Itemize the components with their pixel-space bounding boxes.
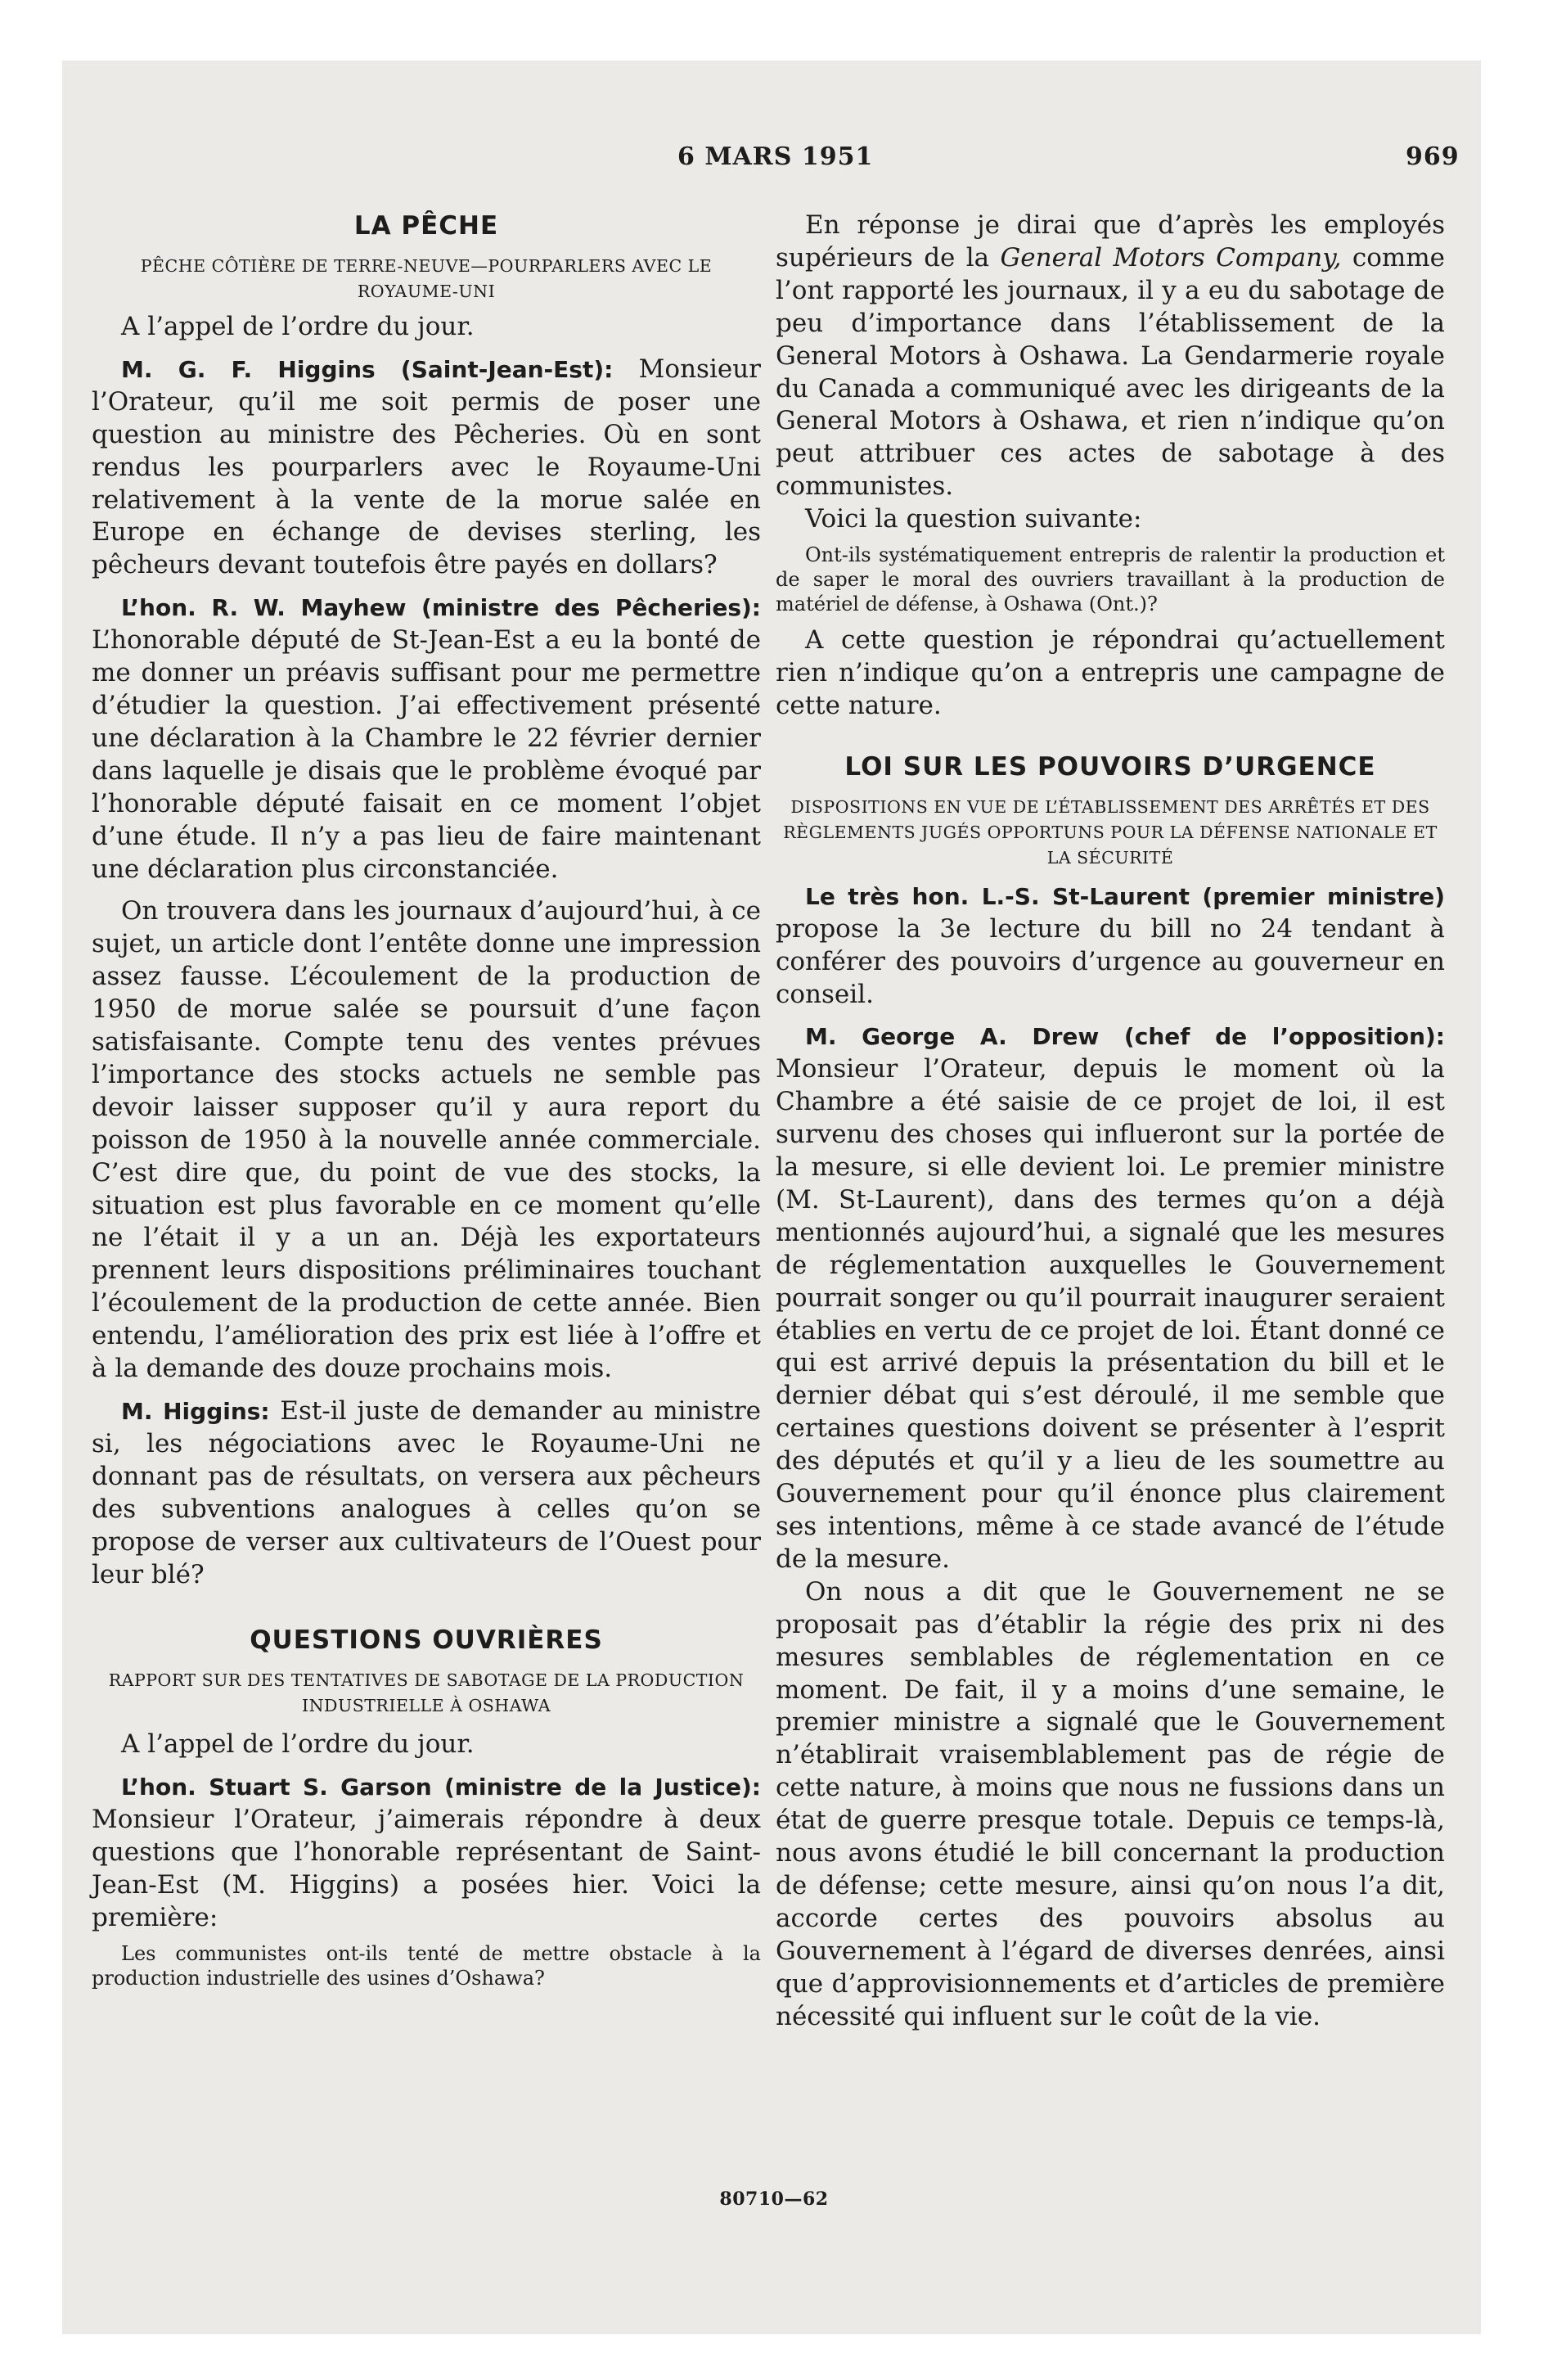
speaker-st-laurent: Le très hon. L.-S. St-Laurent (premier ministre): [805, 882, 1445, 910]
section-title-peche: LA PÊCHE: [353, 211, 499, 241]
speech-drew-continued: On nous a dit que le Gouvernement ne se proposait pas d’établir la régie des prix ni des mesures semblables de réglementation en ce moment. De fait, il y a moins d’une semaine, le premier ministre a signalé que le Gouvernement n’établirait vraisemblablement pas de régie de cette nature, à moins que nous ne fussions dans un état de guerre presque totale. Depuis ce temps-là, nous avons étudié le bill concernant la production de défense; cette mesure, ainsi qu’on nous l’a dit, accorde certes des pouvoirs absolus au Gouvernement à l’égard de diverses denrées, ainsi que d’approvisionnements et d’articles de première nécessité qui influent sur le coût de la vie.: [776, 1576, 1445, 2031]
speaker-garson: L’hon. Stuart S. Garson (ministre de la Justice):: [121, 1774, 761, 1801]
order-of-day: A l’appel de l’ordre du jour.: [121, 1729, 475, 1760]
print-code: 80710—62: [719, 2188, 829, 2210]
speaker-mayhew: L’hon. R. W. Mayhew (ministre des Pêcheries):: [121, 594, 761, 622]
page-date: 6 MARS 1951: [677, 142, 874, 171]
right-column: [776, 210, 1445, 2034]
speech-text: Monsieur l’Orateur, depuis le moment où la Chambre a été saisie de ce projet de loi, il est survenu des choses qui influeront sur la portée de la mesure, si elle devient loi. Le premier ministre (M. St-Laurent), dans des termes qu’on a déjà mentionnés aujourd’hui, a signalé que les mesures de réglementation auxquelles le Gouvernement pourrait songer ou qu’il pourrait inaugurer seraient établies en vertu de ce projet de loi. Étant donné ce qui est arrivé depuis la présentation du bill et le dernier débat qui s’est déroulé, il me semble que certaines questions doivent se présenter à l’esprit des députés et qu’il y a lieu de les soumettre au Gouvernement pour qu’il énonce plus clairement ses intentions, même à ce stade avancé de l’étude de la mesure.: [776, 1054, 1445, 1574]
speech-text: Est-il juste de demander au ministre si, les négociations avec le Royaume-Uni ne donnant pas de résultats, on versera aux pêcheurs des subventions analogues à celles qu’on se propose de verser aux cultivateurs de l’Ouest pour leur blé?: [92, 1396, 761, 1589]
speech-garson: [92, 1771, 761, 1935]
speech-st-laurent: [776, 881, 1445, 1012]
quoted-question-1: Les communistes ont-ils tenté de mettre obstacle à la production industrielle des usines d’Oshawa?: [92, 1941, 761, 1990]
speech-drew: [776, 1021, 1445, 1575]
order-of-day: A l’appel de l’ordre du jour.: [121, 312, 475, 341]
speech-mayhew-continued: On trouvera dans les journaux d’aujourd’hui, à ce sujet, un article dont l’entête donne une impression assez fausse. L’écoulement de la production de 1950 de morue salée se poursuit d’une façon satisfaisante. Compte tenu des ventes prévues l’importance des stocks actuels ne semble pas devoir laisser supposer qu’il y aura report du poisson de 1950 à la nouvelle année commerciale. C’est dire que, du point de vue des stocks, la situation est plus favorable en ce moment qu’elle ne l’était il y a un an. Déjà les exportateurs prennent leurs dispositions préliminaires touchant l’écoulement de la production de cette année. Bien entendu, l’amélioration des prix est liée à l’offre et à la demande des douze prochains mois.: [92, 896, 761, 1384]
speaker-higgins: M. G. F. Higgins (Saint-Jean-Est):: [121, 355, 614, 383]
speech-text: Monsieur l’Orateur, j’aimerais répondre à deux questions que l’honorable représentant de Saint-Jean-Est (M. Higgins) a posées hier. Voici la première:: [92, 1805, 761, 1932]
speech-higgins-1: [92, 354, 761, 582]
section-subtitle-peche: PÊCHE CÔTIÈRE DE TERRE-NEUVE—POURPARLERS AVEC LE ROYAUME-UNI: [140, 256, 713, 301]
section-subtitle-questions: RAPPORT SUR DES TENTATIVES DE SABOTAGE DE LA PRODUCTION INDUSTRIELLE À OSHAWA: [108, 1670, 745, 1716]
answer-text: comme l’ont rapporté les journaux, il y a eu du sabotage de peu d’importance dans l’établissement de la General Motors à Oshawa. La Gendarmerie royale du Canada a communiqué avec les dirigeants de la General Motors à Oshawa, et rien n’indique qu’on peut attribuer ces actes de sabotage à des communistes.: [776, 242, 1445, 502]
company-name: General Motors Company,: [1000, 242, 1342, 273]
section-subtitle-loi: DISPOSITIONS EN VUE DE L’ÉTABLISSEMENT DES ARRÊTÉS ET DES RÈGLEMENTS JUGÉS OPPORTUNS POUR LA DÉFENSE NATIONALE ET LA SÉCURITÉ: [783, 796, 1438, 868]
answer-2: A cette question je répondrai qu’actuellement rien n’indique qu’on a entrepris une campagne de cette nature.: [776, 625, 1445, 720]
speaker-drew: M. George A. Drew (chef de l’opposition):: [805, 1023, 1445, 1051]
speech-text: Monsieur l’Orateur, qu’il me soit permis de poser une question au ministre des Pêcheries. Où en sont rendus les pourparlers avec le Royaume-Uni relativement à la vente de la morue salée en Europe en échange de devises sterling, les pêcheurs devant toutefois être payés en dollars?: [92, 354, 761, 580]
speech-higgins-2: [92, 1395, 761, 1591]
section-title-questions: QUESTIONS OUVRIÈRES: [250, 1625, 603, 1656]
answer-1: [776, 210, 1445, 503]
second-question-intro: Voici la question suivante:: [805, 504, 1142, 534]
section-title-loi: LOI SUR LES POUVOIRS D’URGENCE: [844, 751, 1376, 782]
answer-text: En réponse je dirai que d’après les employés supérieurs de la: [776, 210, 1445, 273]
speaker-higgins: M. Higgins:: [121, 1398, 270, 1425]
speech-text: propose la 3e lecture du bill no 24 tendant à conférer des pouvoirs d’urgence au gouverneur en conseil.: [776, 913, 1445, 1009]
speech-text: L’honorable député de St-Jean-Est a eu la bonté de me donner un préavis suffisant pour me permettre d’étudier la question. J’ai effectivement présenté une déclaration à la Chambre le 22 février dernier dans laquelle je disais que le problème évoqué par l’honorable député faisait en ce moment l’objet d’une étude. Il n’y a pas lieu de faire maintenant une déclaration plus circonstanciée.: [92, 625, 761, 884]
left-column: [92, 210, 761, 1990]
quoted-question-2: Ont-ils systématiquement entrepris de ralentir la production et de saper le moral des ouvriers travaillant à la production de matériel de défense, à Oshawa (Ont.)?: [776, 543, 1445, 616]
page-number: 969: [1406, 142, 1460, 171]
speech-mayhew: [92, 592, 761, 886]
